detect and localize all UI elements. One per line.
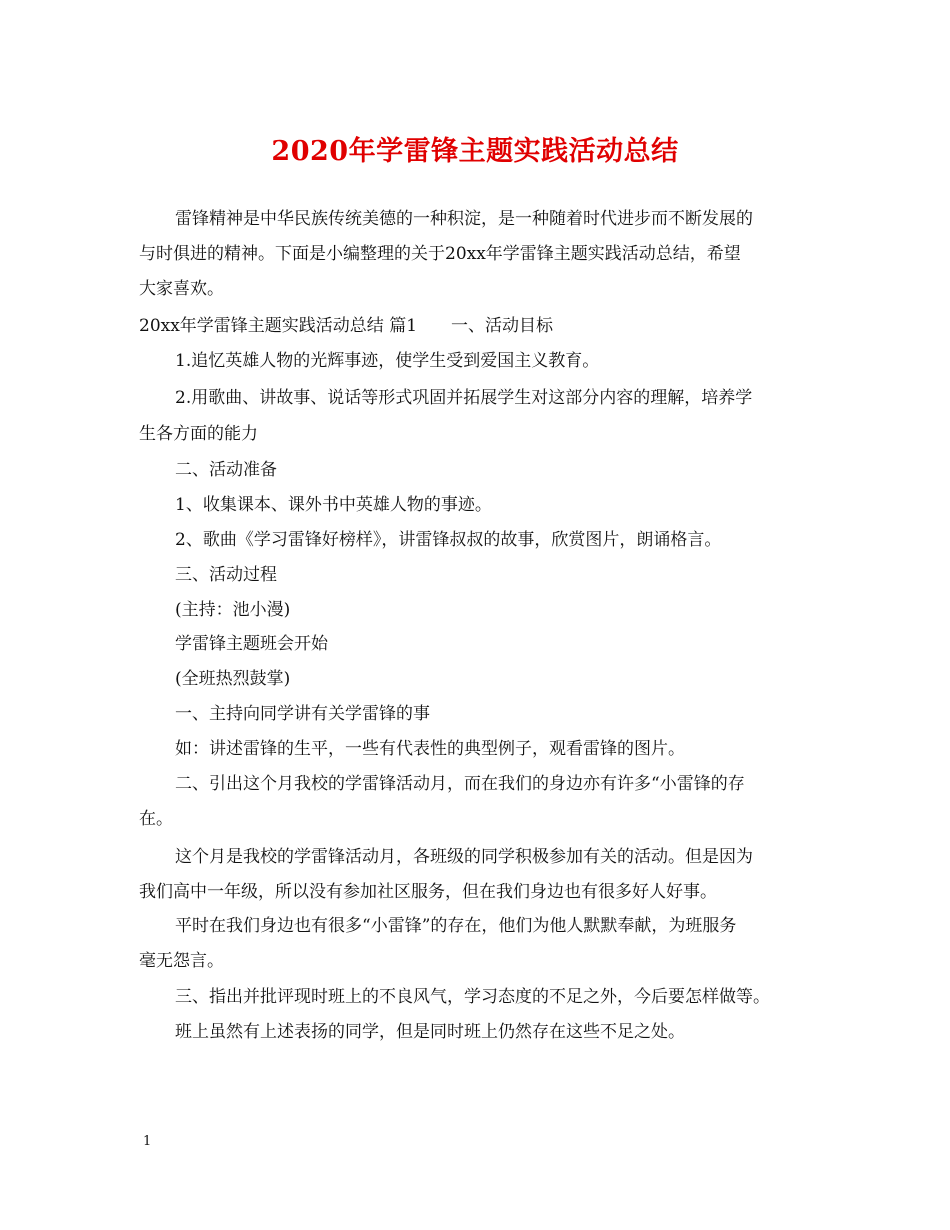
page-number: 1 [143,1134,152,1149]
body-line-12: (主持：池小漫) [175,600,291,620]
body-line-3: 大家喜欢。 [139,279,224,299]
body-line-11: 三、活动过程 [175,565,277,585]
body-line-15: 一、主持向同学讲有关学雷锋的事 [175,704,430,724]
body-line-18: 在。 [139,809,173,829]
body-line-6: 2.用歌曲、讲故事、说话等形式巩固并拓展学生对这部分内容的理解，培养学 [175,388,753,408]
section-heading-1: 20xx年学雷锋主题实践活动总结 篇1 一、活动目标 [139,316,554,336]
body-line-13: 学雷锋主题班会开始 [175,634,328,654]
body-line-16: 如：讲述雷锋的生平，一些有代表性的典型例子，观看雷锋的图片。 [175,739,685,759]
body-line-23: 三、指出并批评现时班上的不良风气，学习态度的不足之外，今后要怎样做等。 [175,987,770,1007]
body-line-8: 二、活动准备 [175,460,277,480]
body-line-21: 平时在我们身边也有很多“小雷锋”的存在，他们为他人默默奉献，为班服务 [175,916,737,936]
body-line-5: 1.追忆英雄人物的光辉事迹，使学生受到爱国主义教育。 [175,351,600,371]
body-line-19: 这个月是我校的学雷锋活动月，各班级的同学积极参加有关的活动。但是因为 [175,847,753,867]
body-line-2: 与时俱进的精神。下面是小编整理的关于20xx年学雷锋主题实践活动总结，希望 [139,244,741,264]
body-line-14: (全班热烈鼓掌) [175,669,291,689]
body-line-20: 我们高中一年级，所以没有参加社区服务，但在我们身边也有很多好人好事。 [139,882,717,902]
body-line-7: 生各方面的能力 [139,424,258,444]
body-line-22: 毫无怨言。 [139,951,224,971]
body-line-17: 二、引出这个月我校的学雷锋活动月，而在我们的身边亦有许多“小雷锋的存 [175,774,745,794]
body-line-1: 雷锋精神是中华民族传统美德的一种积淀，是一种随着时代进步而不断发展的 [175,209,753,229]
page-title: 2020年学雷锋主题实践活动总结 [271,136,679,167]
body-line-24: 班上虽然有上述表扬的同学，但是同时班上仍然存在这些不足之处。 [175,1022,685,1042]
body-line-9: 1、收集课本、课外书中英雄人物的事迹。 [175,495,492,515]
body-line-10: 2、歌曲《学习雷锋好榜样》，讲雷锋叔叔的故事，欣赏图片，朗诵格言。 [175,530,722,550]
